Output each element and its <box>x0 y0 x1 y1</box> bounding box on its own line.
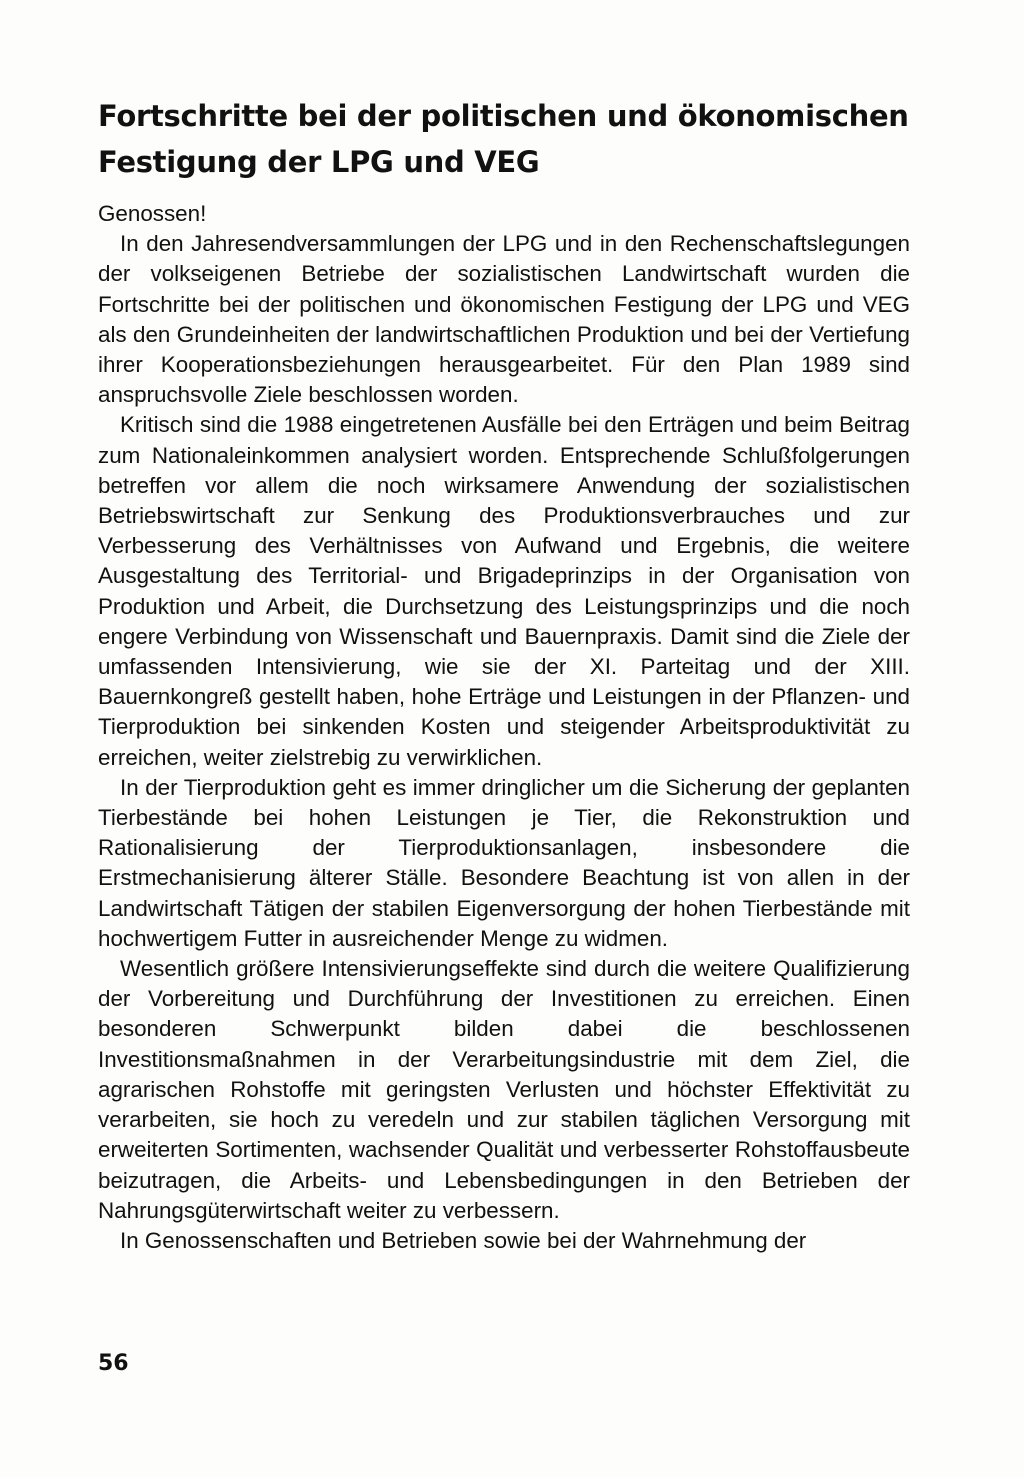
paragraph: In Genossenschaften und Betrieben sowie bei der Wahrnehmung der <box>120 1227 807 1253</box>
paragraph: Wesentlich größere Intensivierungseffekte sind durch die weitere Qualifizierung der Vorbereitung und Durchführung der Investitionen zu erreichen. Einen besonderen Schwerpunkt bilden dabei die beschlossenen Investitionsmaßnahmen in der Verarbeitungsindustrie mit dem Ziel, die agrarischen Rohstoffe mit geringsten Verlusten und höchster Effektivität zu verarbeiten, sie hoch zu veredeln und zur stabilen täglichen Versorgung mit erweiterten Sortimenten, wachsender Qualität und verbesserter Rohstoffausbeute beizutragen, die Arbeits- und Lebensbedingungen in den Betrieben der Nahrungsgüterwirtschaft weiter zu verbessern. <box>98 956 910 1223</box>
paragraph: Kritisch sind die 1988 eingetretenen Ausfälle bei den Erträgen und beim Beitrag zum Nationaleinkommen analysiert worden. Entsprechende Schlußfolgerungen betreffen vor allem die noch wirksamere Anwendung der sozialistischen Betriebswirtschaft zur Senkung des Produktionsverbrauches und zur Verbesserung des Verhältnisses von Aufwand und Ergebnis, die weitere Ausgestaltung des Territorial- und Brigadeprinzips in der Organisation von Produktion und Arbeit, die Durchsetzung des Leistungsprinzips und die noch engere Verbindung von Wissenschaft und Bauernpraxis. Damit sind die Ziele der umfassenden Intensivierung, wie sie der XI. Parteitag und der XIII. Bauernkongreß gestellt haben, hohe Erträge und Leistungen in der Pflanzen- und Tierproduktion bei sinkenden Kosten und steigender Arbeitsproduktivität zu erreichen, weiter zielstrebig zu verwirklichen. <box>98 412 910 770</box>
page-title: Fortschritte bei der politischen und ökonomischen Festigung der LPG und VEG <box>98 99 909 179</box>
paragraph: In der Tierproduktion geht es immer dringlicher um die Sicherung der geplanten Tierbestände bei hohen Leistungen je Tier, die Rekonstruktion und Rationalisierung der Tierproduktionsanlagen, insbesondere die Erstmechanisierung älterer Ställe. Besondere Beachtung ist von allen in der Landwirtschaft Tätigen der stabilen Eigenversorgung der hohen Tierbestände mit hochwertigem Futter in ausreichender Menge zu widmen. <box>98 774 910 951</box>
salutation: Genossen! <box>98 201 207 226</box>
paragraph: In den Jahresendversammlungen der LPG und in den Rechenschaftslegungen der volkseigenen Betriebe der sozialistischen Landwirtschaft wurden die Fortschritte bei der politischen und ökonomischen Festigung der LPG und VEG als den Grundeinheiten der landwirtschaftlichen Produktion und bei der Vertiefung ihrer Kooperationsbeziehungen herausgearbeitet. Für den Plan 1989 sind anspruchsvolle Ziele beschlossen worden. <box>98 231 910 408</box>
body-text <box>98 199 910 1256</box>
page-number: 56 <box>98 1351 129 1376</box>
